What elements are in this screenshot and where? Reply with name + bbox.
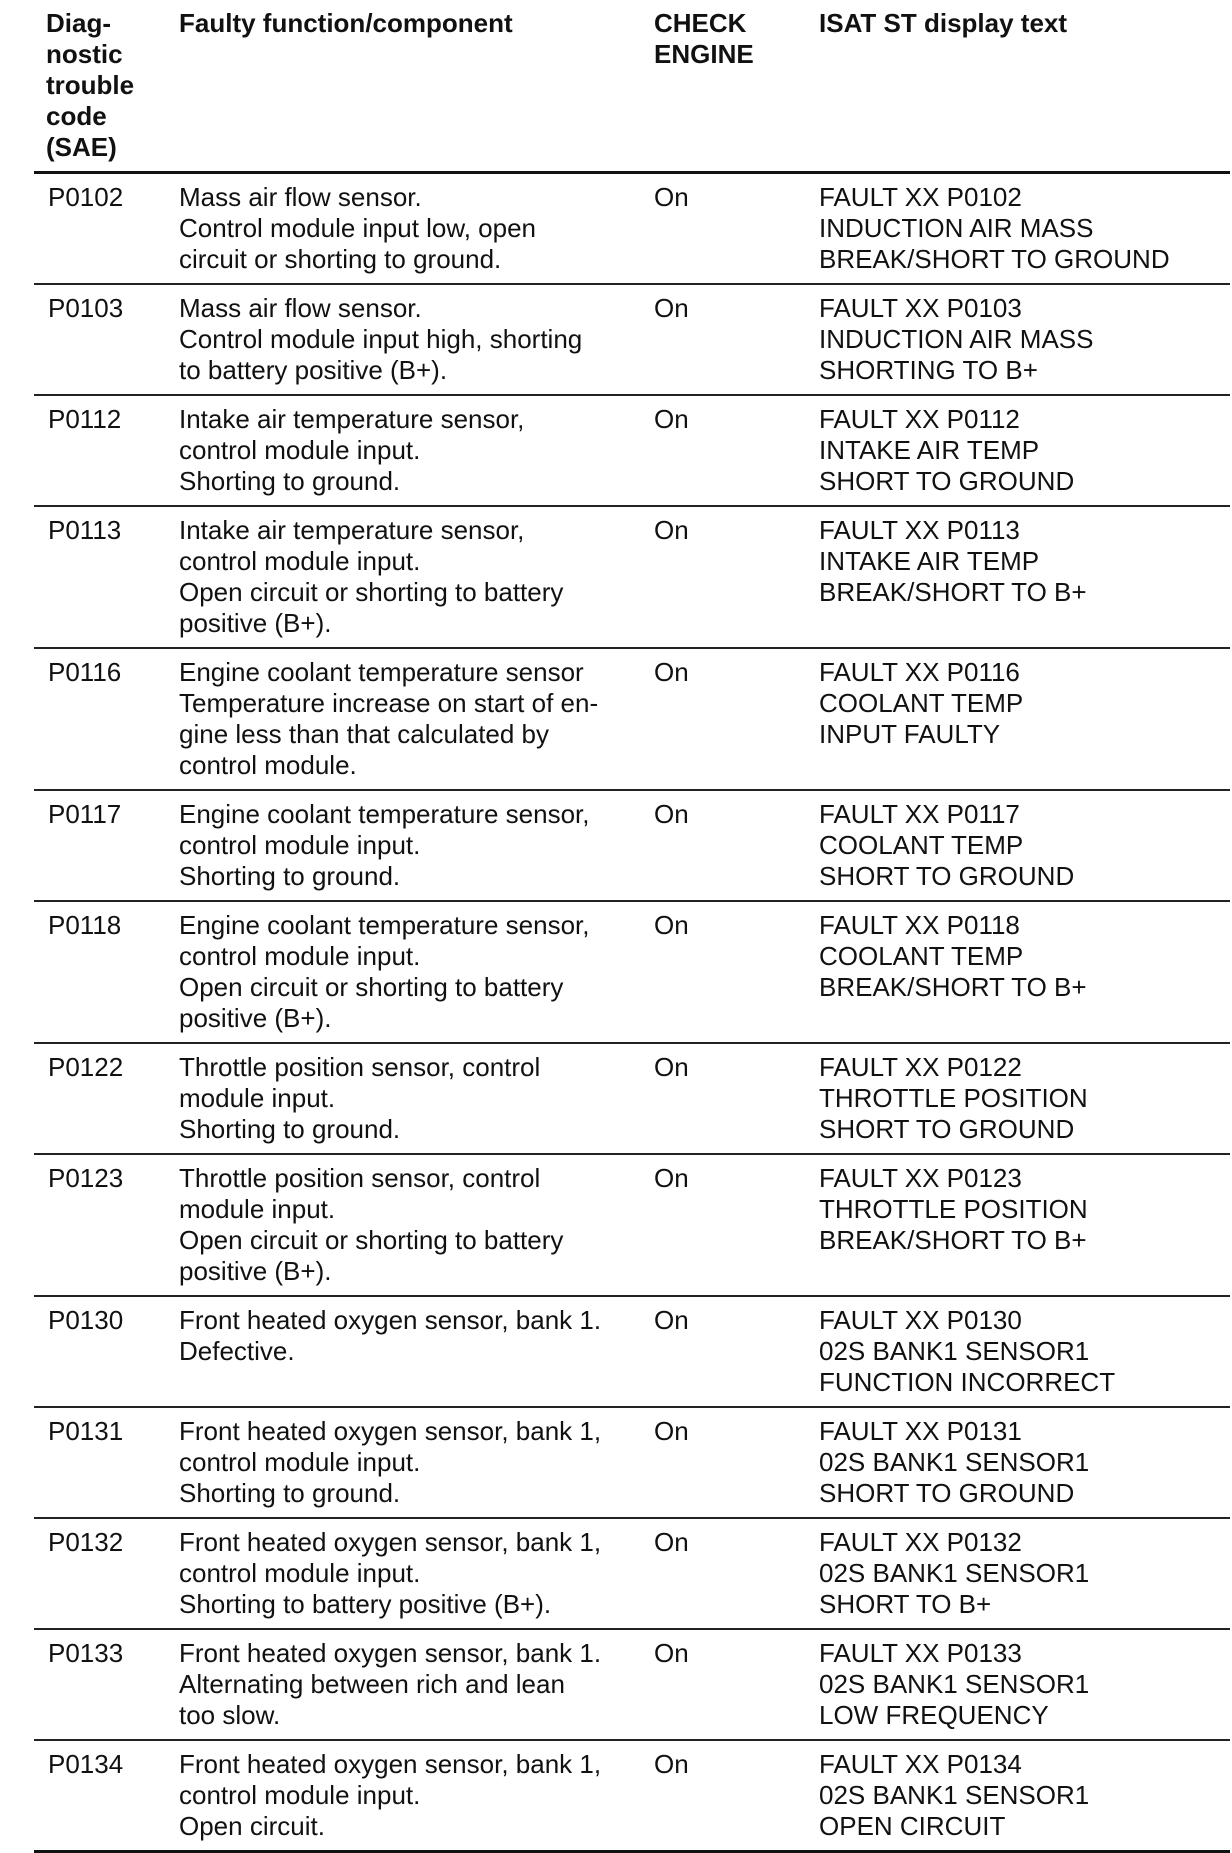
header-check-line: CHECK bbox=[654, 8, 747, 38]
cell-isat: FAULT XX P0118 COOLANT TEMP BREAK/SHORT TO B+ bbox=[807, 901, 1230, 1043]
cell-isat: FAULT XX P0133 02S BANK1 SENSOR1 LOW FREQUENCY bbox=[807, 1629, 1230, 1740]
cell-isat: FAULT XX P0102 INDUCTION AIR MASS BREAK/SHORT TO GROUND bbox=[807, 173, 1230, 285]
cell-code: P0122 bbox=[34, 1043, 167, 1154]
cell-check: On bbox=[642, 506, 807, 648]
cell-fault: Engine coolant temperature sensor Temperature increase on start of en- gine less than that calculated by control module. bbox=[167, 648, 642, 790]
cell-check: On bbox=[642, 395, 807, 506]
cell-fault: Mass air flow sensor. Control module input low, open circuit or shorting to ground. bbox=[167, 173, 642, 285]
cell-isat: FAULT XX P0113 INTAKE AIR TEMP BREAK/SHORT TO B+ bbox=[807, 506, 1230, 648]
cell-check: On bbox=[642, 284, 807, 395]
cell-fault: Throttle position sensor, control module input. Open circuit or shorting to battery positive (B+). bbox=[167, 1154, 642, 1296]
header-code-line: trouble bbox=[46, 70, 135, 100]
table-row bbox=[34, 1296, 1230, 1407]
cell-isat: FAULT XX P0122 THROTTLE POSITION SHORT TO GROUND bbox=[807, 1043, 1230, 1154]
table-header-row bbox=[34, 0, 1230, 173]
cell-code: P0134 bbox=[34, 1740, 167, 1852]
cell-fault: Front heated oxygen sensor, bank 1, control module input. Open circuit. bbox=[167, 1740, 642, 1852]
table-row bbox=[34, 1407, 1230, 1518]
cell-check: On bbox=[642, 901, 807, 1043]
cell-check: On bbox=[642, 1296, 807, 1407]
cell-fault: Intake air temperature sensor, control module input. Open circuit or shorting to battery positive (B+). bbox=[167, 506, 642, 648]
header-code-line: Diag- bbox=[46, 8, 111, 38]
cell-fault: Mass air flow sensor. Control module input high, shorting to battery positive (B+). bbox=[167, 284, 642, 395]
table-row bbox=[34, 1629, 1230, 1740]
cell-check: On bbox=[642, 173, 807, 285]
header-check-engine bbox=[642, 0, 807, 173]
cell-isat: FAULT XX P0123 THROTTLE POSITION BREAK/SHORT TO B+ bbox=[807, 1154, 1230, 1296]
cell-check: On bbox=[642, 1154, 807, 1296]
cell-code: P0123 bbox=[34, 1154, 167, 1296]
cell-isat: FAULT XX P0112 INTAKE AIR TEMP SHORT TO GROUND bbox=[807, 395, 1230, 506]
cell-code: P0113 bbox=[34, 506, 167, 648]
table-row bbox=[34, 173, 1230, 285]
cell-isat: FAULT XX P0117 COOLANT TEMP SHORT TO GROUND bbox=[807, 790, 1230, 901]
cell-check: On bbox=[642, 648, 807, 790]
table-row bbox=[34, 901, 1230, 1043]
cell-isat: FAULT XX P0134 02S BANK1 SENSOR1 OPEN CIRCUIT bbox=[807, 1740, 1230, 1852]
cell-isat: FAULT XX P0131 02S BANK1 SENSOR1 SHORT TO GROUND bbox=[807, 1407, 1230, 1518]
header-code bbox=[34, 0, 167, 173]
cell-code: P0103 bbox=[34, 284, 167, 395]
table-row bbox=[34, 648, 1230, 790]
cell-fault: Front heated oxygen sensor, bank 1, control module input. Shorting to ground. bbox=[167, 1407, 642, 1518]
cell-code: P0116 bbox=[34, 648, 167, 790]
table-row bbox=[34, 284, 1230, 395]
cell-check: On bbox=[642, 1518, 807, 1629]
cell-code: P0133 bbox=[34, 1629, 167, 1740]
cell-code: P0131 bbox=[34, 1407, 167, 1518]
header-fault: Faulty function/component bbox=[167, 0, 642, 173]
cell-isat: FAULT XX P0116 COOLANT TEMP INPUT FAULTY bbox=[807, 648, 1230, 790]
cell-isat: FAULT XX P0103 INDUCTION AIR MASS SHORTING TO B+ bbox=[807, 284, 1230, 395]
header-check-line: ENGINE bbox=[654, 39, 754, 69]
header-code-line: code bbox=[46, 101, 107, 131]
cell-fault: Front heated oxygen sensor, bank 1. Alternating between rich and lean too slow. bbox=[167, 1629, 642, 1740]
cell-fault: Engine coolant temperature sensor, control module input. Open circuit or shorting to battery positive (B+). bbox=[167, 901, 642, 1043]
header-code-line: (SAE) bbox=[46, 132, 117, 162]
table-row bbox=[34, 395, 1230, 506]
cell-fault: Intake air temperature sensor, control module input. Shorting to ground. bbox=[167, 395, 642, 506]
cell-isat: FAULT XX P0132 02S BANK1 SENSOR1 SHORT TO B+ bbox=[807, 1518, 1230, 1629]
cell-check: On bbox=[642, 1043, 807, 1154]
cell-isat: FAULT XX P0130 02S BANK1 SENSOR1 FUNCTION INCORRECT bbox=[807, 1296, 1230, 1407]
cell-fault: Engine coolant temperature sensor, control module input. Shorting to ground. bbox=[167, 790, 642, 901]
cell-code: P0112 bbox=[34, 395, 167, 506]
table-row bbox=[34, 506, 1230, 648]
table-row bbox=[34, 1043, 1230, 1154]
header-code-line: nostic bbox=[46, 39, 123, 69]
cell-check: On bbox=[642, 1629, 807, 1740]
table-row bbox=[34, 1518, 1230, 1629]
header-isat: ISAT ST display text bbox=[807, 0, 1230, 173]
cell-code: P0102 bbox=[34, 173, 167, 285]
cell-check: On bbox=[642, 1407, 807, 1518]
cell-check: On bbox=[642, 790, 807, 901]
document-page bbox=[34, 0, 1230, 1853]
cell-code: P0117 bbox=[34, 790, 167, 901]
table-row bbox=[34, 790, 1230, 901]
dtc-table bbox=[34, 0, 1230, 1853]
cell-code: P0118 bbox=[34, 901, 167, 1043]
cell-check: On bbox=[642, 1740, 807, 1852]
cell-fault: Front heated oxygen sensor, bank 1, control module input. Shorting to battery positive (B+). bbox=[167, 1518, 642, 1629]
cell-fault: Front heated oxygen sensor, bank 1. Defective. bbox=[167, 1296, 642, 1407]
table-row bbox=[34, 1154, 1230, 1296]
cell-code: P0132 bbox=[34, 1518, 167, 1629]
cell-code: P0130 bbox=[34, 1296, 167, 1407]
cell-fault: Throttle position sensor, control module input. Shorting to ground. bbox=[167, 1043, 642, 1154]
